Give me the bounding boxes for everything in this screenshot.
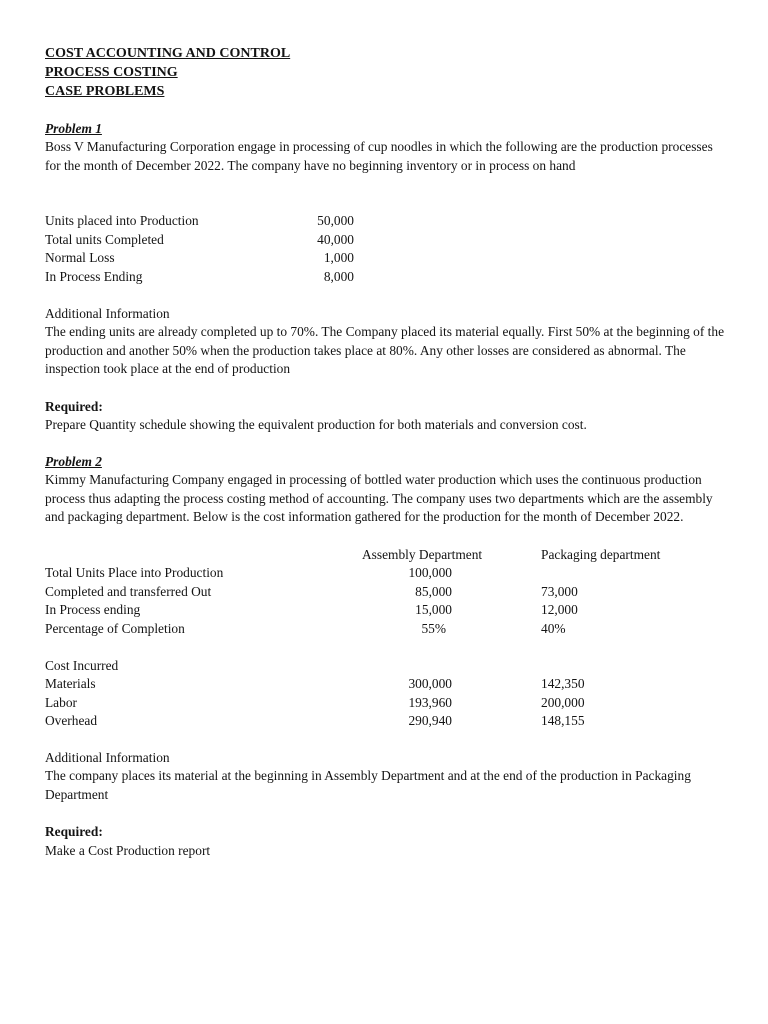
- cost-packaging-value: 148,155: [541, 713, 585, 728]
- cost-packaging-value: 200,000: [541, 695, 585, 710]
- problem1-additional-text: The ending units are already completed up to 70%. The Company placed its material equally. First 50% at the beginning of the production and another 50% when the production takes place at 80%. Any other losses are considered as abnormal. The inspection took place at the end of production: [45, 324, 725, 376]
- problem2-row-label: Completed and transferred Out: [45, 584, 212, 599]
- problem2-additional-text: The company places its material at the beginning in Assembly Department and at the end of the production in Packaging Department: [45, 768, 691, 802]
- problem1-row-value: 50,000: [317, 213, 354, 228]
- problem2-assembly-value: 100,000: [408, 565, 452, 580]
- problem1-row-value: 40,000: [317, 232, 354, 247]
- cost-incurred-title: Cost Incurred: [45, 658, 119, 673]
- assembly-column-header: Assembly Department: [362, 547, 483, 562]
- problem1-row-label: Normal Loss: [45, 250, 115, 265]
- problem2-assembly-value: 15,000: [415, 602, 452, 617]
- problem2-intro: Kimmy Manufacturing Company engaged in processing of bottled water production which uses the continuous production process thus adapting the process costing method of accounting. The company uses two departments which are the assembly and packaging department. Below is the cost information gathered for the production for the month of December 2022.: [45, 472, 713, 524]
- cost-assembly-value: 300,000: [408, 676, 452, 691]
- topic-title: PROCESS COSTING: [45, 65, 178, 80]
- problem1-required-title: Required:: [45, 399, 103, 414]
- problem2-assembly-value: 85,000: [415, 584, 452, 599]
- problem2-packaging-value: 12,000: [541, 602, 578, 617]
- problem1-additional-title: Additional Information: [45, 306, 170, 321]
- problem1-required-text: Prepare Quantity schedule showing the equivalent production for both materials and conversion cost.: [45, 417, 587, 432]
- cost-row-label: Overhead: [45, 713, 98, 728]
- section-title: CASE PROBLEMS: [45, 84, 165, 99]
- problem2-packaging-value: 73,000: [541, 584, 578, 599]
- problem2-required-title: Required:: [45, 824, 103, 839]
- cost-packaging-value: 142,350: [541, 676, 585, 691]
- cost-row-label: Materials: [45, 676, 96, 691]
- problem1-title: Problem 1: [45, 121, 102, 136]
- problem2-additional-title: Additional Information: [45, 750, 170, 765]
- problem1-row-label: In Process Ending: [45, 269, 143, 284]
- problem1-row-value: 8,000: [323, 269, 354, 284]
- problem1-row-value: 1,000: [323, 250, 354, 265]
- packaging-column-header: Packaging department: [541, 547, 661, 562]
- problem2-row-label: In Process ending: [45, 602, 141, 617]
- course-title: COST ACCOUNTING AND CONTROL: [45, 46, 291, 61]
- problem2-packaging-value: 40%: [541, 621, 566, 636]
- problem2-row-label: Total Units Place into Production: [45, 565, 224, 580]
- problem2-row-label: Percentage of Completion: [45, 621, 185, 636]
- cost-assembly-value: 290,940: [408, 713, 452, 728]
- problem2-assembly-value: 55%: [421, 621, 446, 636]
- cost-row-label: Labor: [45, 695, 77, 710]
- cost-assembly-value: 193,960: [408, 695, 452, 710]
- problem2-required-text: Make a Cost Production report: [45, 843, 211, 858]
- problem2-title: Problem 2: [45, 454, 102, 469]
- problem1-row-label: Units placed into Production: [45, 213, 199, 228]
- problem1-row-label: Total units Completed: [45, 232, 164, 247]
- problem1-intro: Boss V Manufacturing Corporation engage in processing of cup noodles in which the following are the production processes for the month of December 2022. The company have no beginning inventory or in process on hand: [45, 139, 713, 173]
